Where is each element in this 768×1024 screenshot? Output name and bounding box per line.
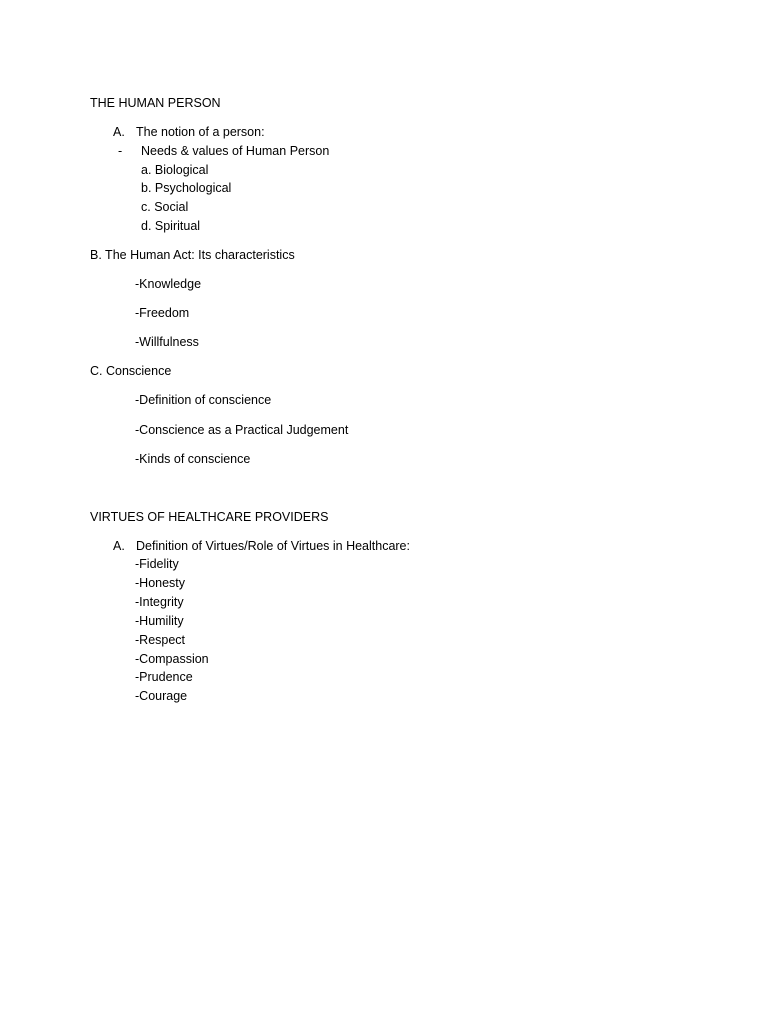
list-item: -Kinds of conscience bbox=[135, 452, 251, 466]
list-item: -Compassion bbox=[135, 652, 209, 666]
list-item: -Conscience as a Practical Judgement bbox=[135, 423, 349, 437]
list-item: -Willfulness bbox=[135, 335, 199, 349]
list-item: -Integrity bbox=[135, 595, 184, 609]
list-item: -Fidelity bbox=[135, 557, 179, 571]
list-item: -Honesty bbox=[135, 576, 186, 590]
item-notion-of-person: The notion of a person: bbox=[136, 125, 265, 139]
list-item: -Definition of conscience bbox=[135, 393, 272, 407]
item-needs-values: Needs & values of Human Person bbox=[141, 144, 330, 158]
section-title-virtues: VIRTUES OF HEALTHCARE PROVIDERS bbox=[90, 510, 329, 524]
list-item: a. Biological bbox=[141, 163, 209, 177]
list-item: d. Spiritual bbox=[141, 219, 201, 233]
item-conscience: C. Conscience bbox=[90, 364, 172, 378]
list-marker-dash: - bbox=[118, 144, 123, 158]
item-definition-of-virtues: Definition of Virtues/Role of Virtues in Healthcare: bbox=[136, 539, 410, 553]
list-item: -Courage bbox=[135, 689, 188, 703]
section-title-human-person: THE HUMAN PERSON bbox=[90, 96, 221, 110]
item-human-act: B. The Human Act: Its characteristics bbox=[90, 248, 295, 262]
list-item: -Respect bbox=[135, 633, 186, 647]
list-item: -Prudence bbox=[135, 670, 193, 684]
list-item: b. Psychological bbox=[141, 181, 232, 195]
list-item: -Freedom bbox=[135, 306, 190, 320]
list-item: c. Social bbox=[141, 200, 189, 214]
list-item: -Knowledge bbox=[135, 277, 202, 291]
list-item: -Humility bbox=[135, 614, 184, 628]
list-marker-a: A. bbox=[113, 539, 125, 553]
list-marker-a: A. bbox=[113, 125, 125, 139]
